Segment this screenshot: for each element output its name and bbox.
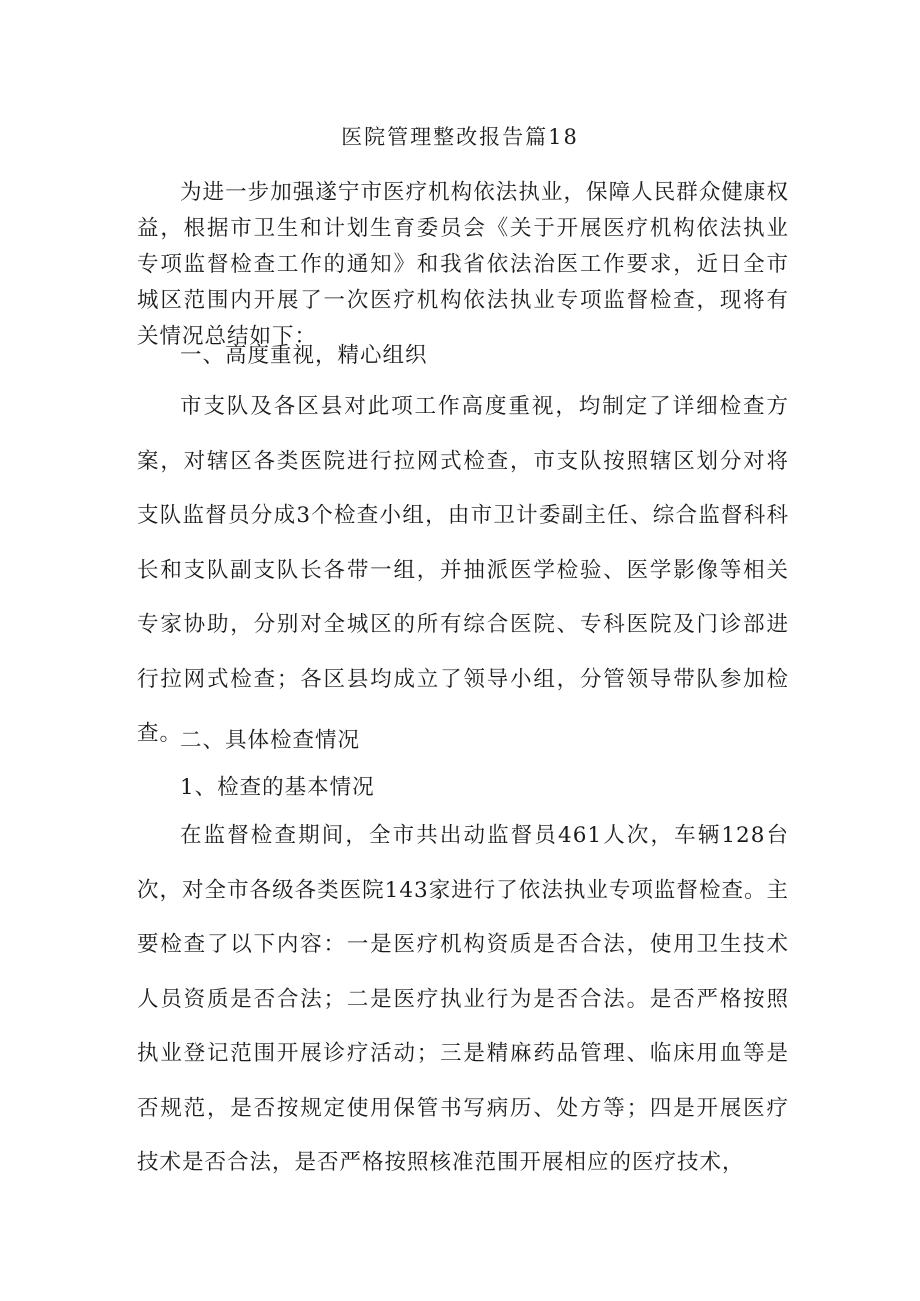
subsection1-heading: 1、检查的基本情况 [180,775,375,800]
section2-heading: 二、具体检查情况 [180,728,361,753]
document-title: 医院管理整改报告篇18 [341,125,579,149]
section1-heading: 一、高度重视，精心组织 [180,343,428,368]
section1-paragraph: 市支队及各区县对此项工作高度重视，均制定了详细检查方案，对辖区各类医院进行拉网式检查，市支队按照辖区划分对将支队监督员分成3个检查小组，由市卫计委副主任、综合监督科科长和支队副支队长各带一组，并抽派医学检验、医学影像等相关专家协助，分别对全城区的所有综合医院、专科医院及门诊部进行拉网式检查；各区县均成立了领导小组，分管领导带队参加检查。 [137,394,789,746]
intro-paragraph: 为进一步加强遂宁市医疗机构依法执业，保障人民群众健康权益，根据市卫生和计划生育委员会《关于开展医疗机构依法执业专项监督检查工作的通知》和我省依法治医工作要求，近日全市城区范围内开展了一次医疗机构依法执业专项监督检查，现将有关情况总结如下： [137,180,789,349]
subsection1-paragraph: 在监督检查期间，全市共出动监督员461人次，车辆128台次，对全市各级各类医院143家进行了依法执业专项监督检查。主要检查了以下内容：一是医疗机构资质是否合法，使用卫生技术人员资质是否合法；二是医疗执业行为是否合法。是否严格按照执业登记范围开展诊疗活动；三是精麻药品管理、临床用血等是否规范，是否按规定使用保管书写病历、处方等；四是开展医疗技术是否合法，是否严格按照核准范围开展相应的医疗技术， [137,823,789,1175]
